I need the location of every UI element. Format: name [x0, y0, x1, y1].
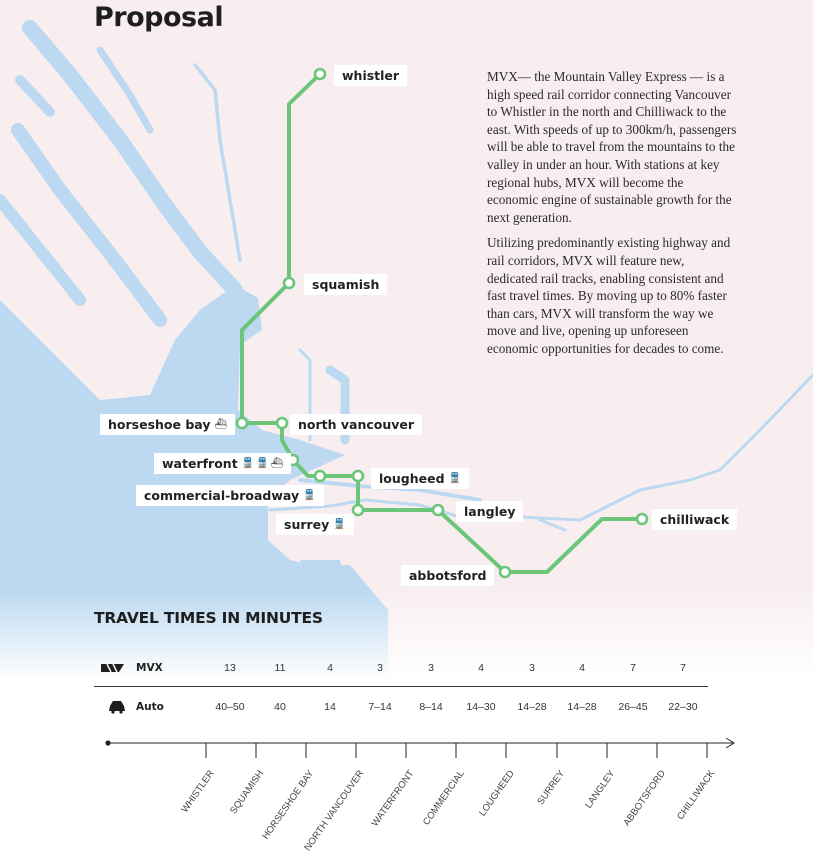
time-cell: 26–45	[618, 701, 648, 713]
page-title: Proposal	[94, 2, 224, 33]
timeline-station-label: SQUAMISH	[228, 768, 267, 817]
station-label-lougheed: lougheed 🚆	[371, 468, 469, 489]
station-label-waterfront: waterfront 🚆 🚆 ⛴	[154, 453, 291, 474]
time-cell: 14–28	[517, 701, 547, 713]
station-dot-horseshoe-bay	[237, 418, 247, 428]
time-cell: 11	[274, 662, 286, 674]
train-icon: 🚆	[241, 458, 255, 469]
station-dot-commercial-broadway	[315, 471, 325, 481]
station-dot-lougheed	[353, 471, 363, 481]
time-cell: 4	[579, 662, 585, 674]
time-cell: 4	[327, 662, 333, 674]
timeline-station-label: HORSESHOE BAY	[260, 768, 317, 842]
time-cell: 22–30	[668, 701, 698, 713]
station-label-surrey: surrey 🚆	[276, 514, 354, 535]
table-divider	[94, 686, 708, 687]
description-paragraph-2: Utilizing predominantly existing highway and rail corridors, MVX will feature new, dedicated rail tracks, enabling consistent and fast travel times. By moving up to 80% faster than cars, MVX will transform the way we move and live, opening up unforeseen economic opportunities for decades to come.	[487, 235, 731, 356]
description-paragraph-1: MVX— the Mountain Valley Express — is a high speed rail corridor connecting Vancouver to Whistler in the north and Chilliwack to the east. With speeds of up to 300km/h, passengers will be able to travel from the mountains to the valley in under an hour. With stations at key regional hubs, MVX will become the economic engine of sustainable growth for the next generation.	[487, 69, 737, 225]
timeline-station-label: LOUGHEED	[477, 768, 517, 819]
station-dot-north-vancouver	[277, 418, 287, 428]
station-label-langley: langley	[456, 501, 523, 522]
time-cell: 7	[630, 662, 636, 674]
train-icon: 🚆	[333, 519, 346, 530]
station-label-commercial-broadway: commercial-broadway 🚆	[136, 485, 324, 506]
timeline-station-label: SURREY	[535, 768, 568, 808]
train-icon: 🚆	[256, 458, 269, 469]
timeline-station-label: CHILLIWACK	[675, 768, 718, 822]
station-dot-surrey	[353, 505, 363, 515]
station-label-abbotsford: abbotsford	[401, 565, 494, 586]
station-dot-squamish	[284, 278, 294, 288]
time-cell: 7–14	[368, 701, 392, 713]
ferry-icon: ⛴	[270, 458, 284, 469]
timeline-station-label: LANGLEY	[583, 768, 618, 811]
timeline-station-label: NORTH VANCOUVER	[302, 768, 367, 854]
ferry-icon: ⛴	[214, 419, 228, 430]
time-cell: 3	[529, 662, 535, 674]
time-cell: 4	[478, 662, 484, 674]
travel-times-title: TRAVEL TIMES IN MINUTES	[94, 609, 323, 627]
time-cell: 3	[428, 662, 434, 674]
station-dot-abbotsford	[500, 567, 510, 577]
time-cell: 13	[224, 662, 236, 674]
station-label-north-vancouver: north vancouver	[290, 414, 422, 435]
description	[487, 68, 737, 366]
row-label-auto: Auto	[136, 701, 164, 713]
station-label-horseshoe-bay: horseshoe bay ⛴	[100, 414, 235, 435]
station-label-chilliwack: chilliwack	[652, 509, 737, 530]
station-dot-langley	[433, 505, 443, 515]
train-icon: 🚆	[448, 473, 461, 484]
timeline-station-label: WHISTLER	[179, 768, 217, 815]
timeline-station-label: COMMERCIAL	[420, 768, 467, 828]
time-cell: 3	[377, 662, 383, 674]
time-cell: 40–50	[215, 701, 245, 713]
station-label-squamish: squamish	[304, 274, 387, 295]
time-cell: 40	[274, 701, 286, 713]
time-cell: 7	[680, 662, 686, 674]
station-dot-chilliwack	[637, 514, 647, 524]
train-icon: 🚆	[303, 490, 316, 501]
row-label-mvx: MVX	[136, 662, 163, 674]
timeline-station-label: WATERFRONT	[369, 768, 417, 829]
station-dot-whistler	[315, 69, 325, 79]
timeline-station-label: ABBOTSFORD	[621, 768, 668, 829]
time-cell: 8–14	[419, 701, 443, 713]
time-cell: 14–28	[567, 701, 597, 713]
station-label-whistler: whistler	[334, 65, 407, 86]
time-cell: 14–30	[466, 701, 496, 713]
time-cell: 14	[324, 701, 336, 713]
